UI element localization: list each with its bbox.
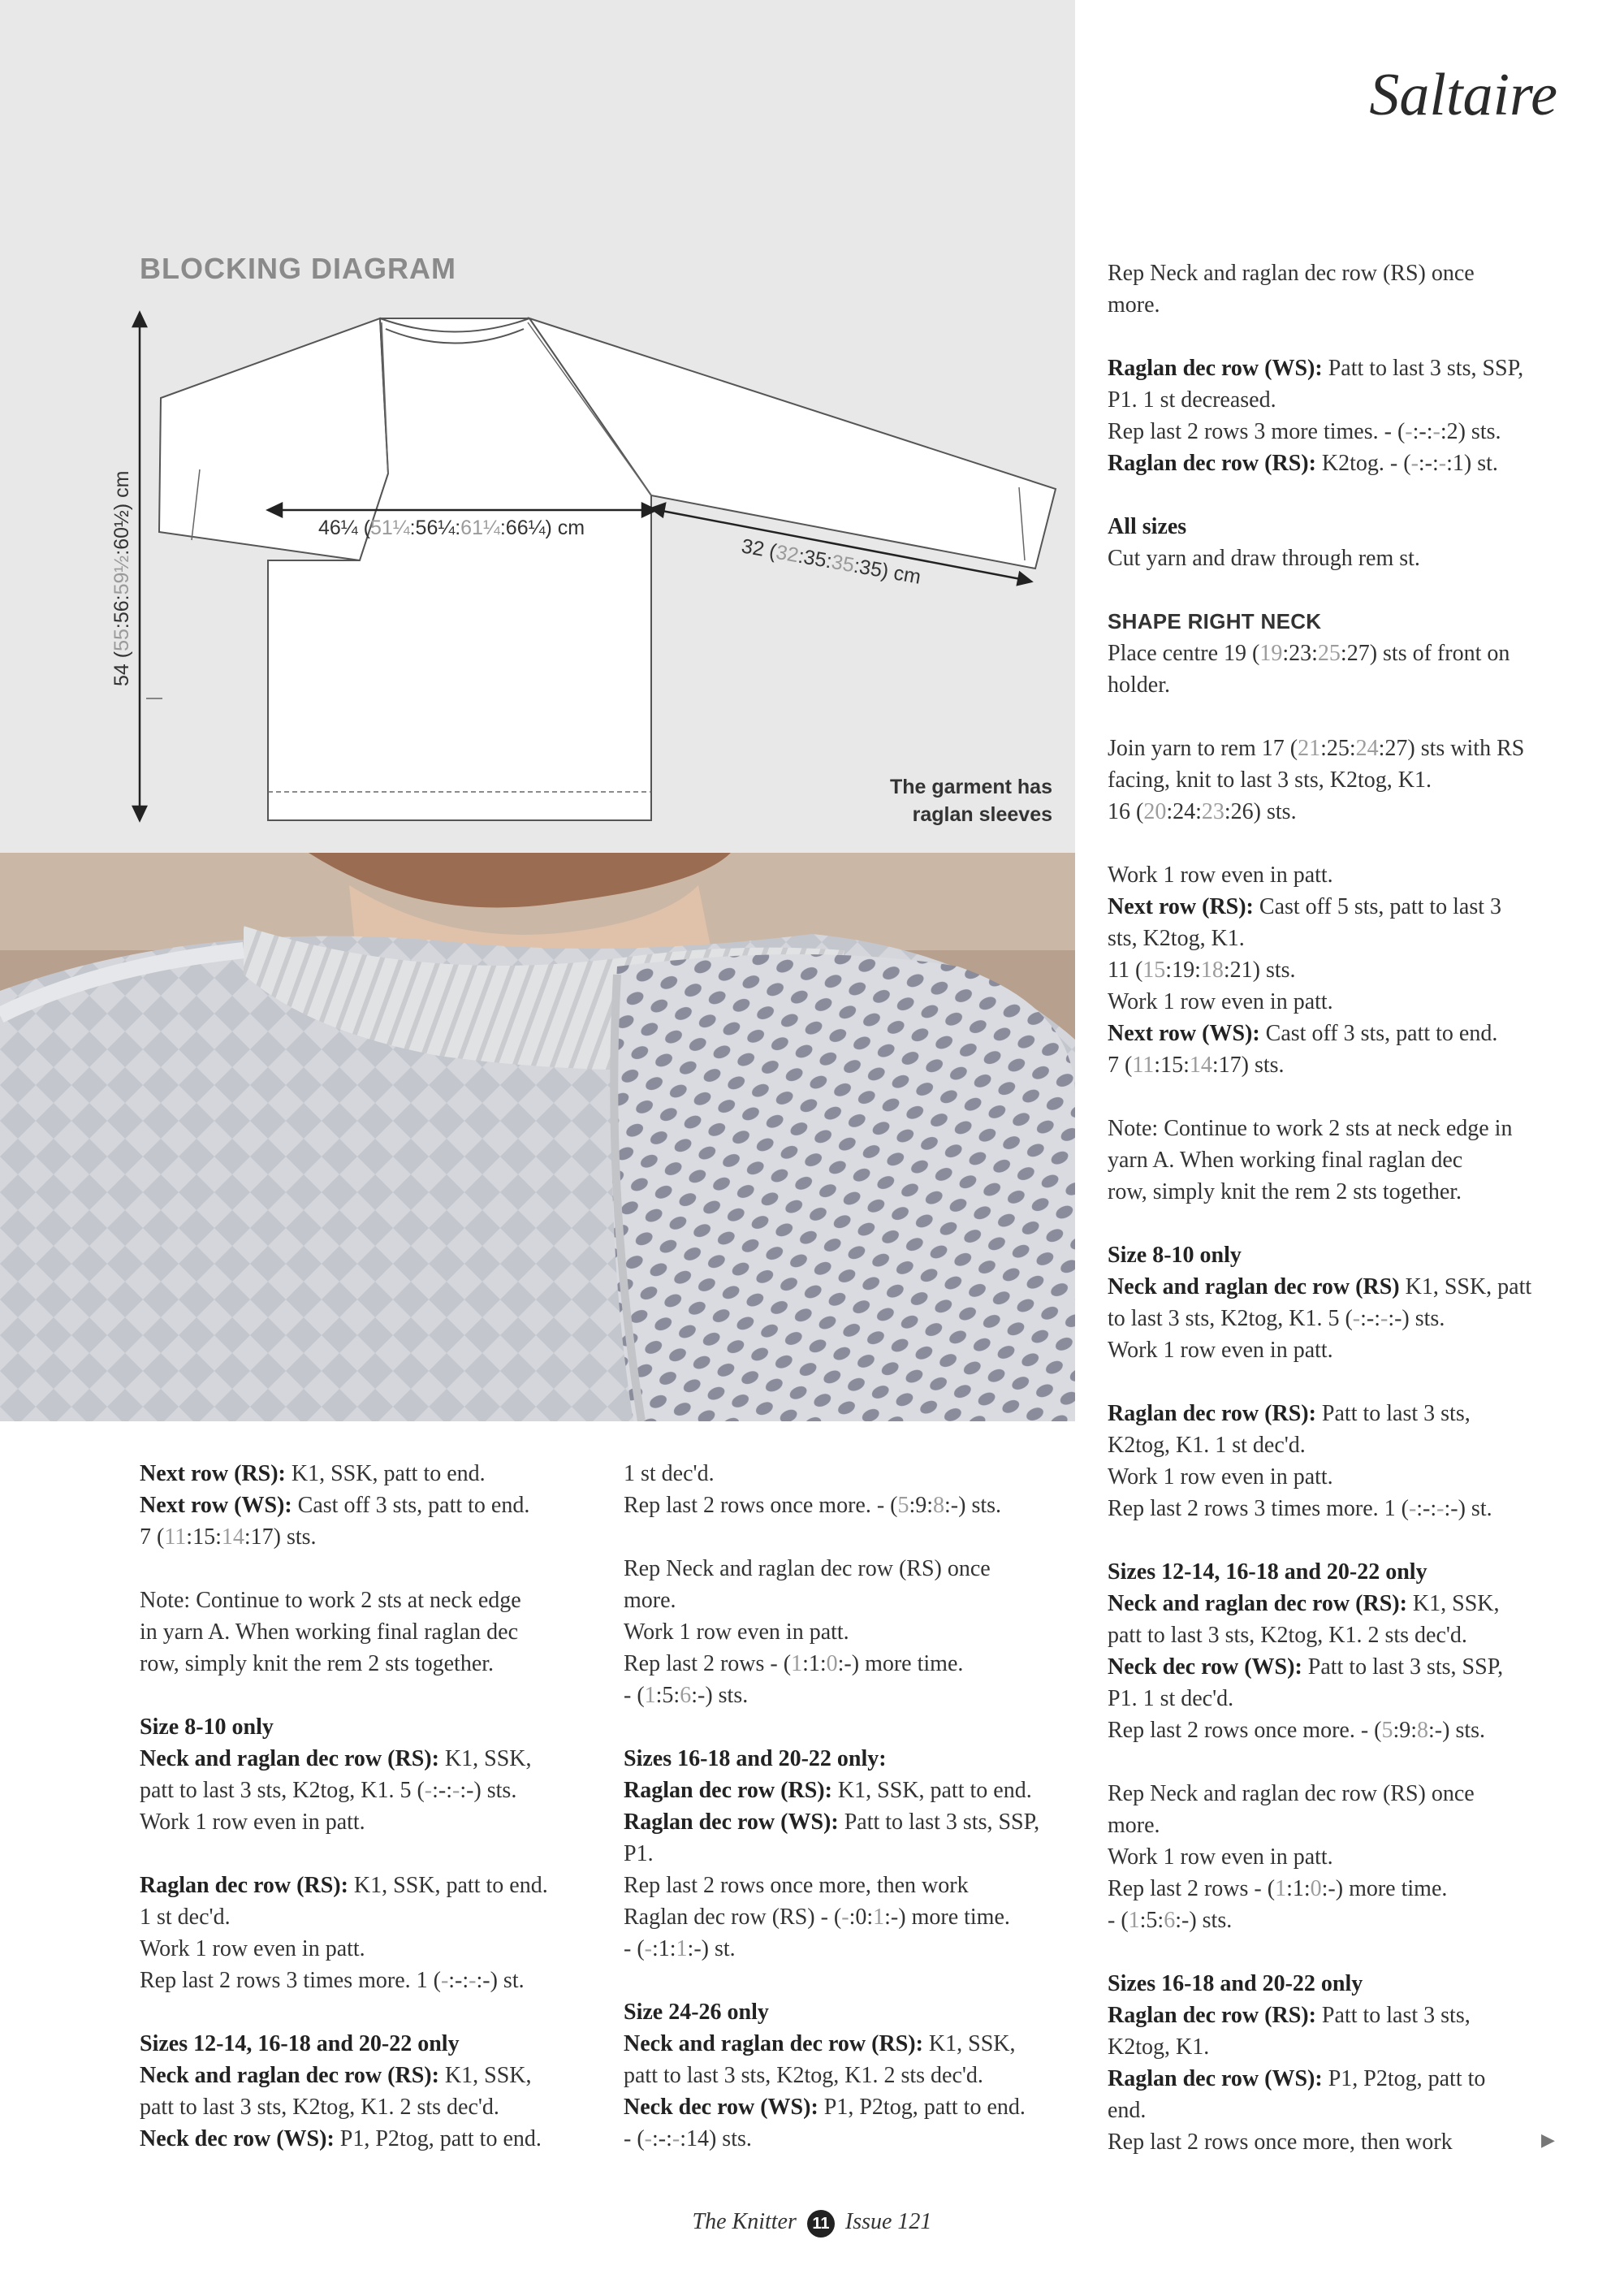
paragraph: Work 1 row even in patt. Next row (RS): Cast off 5 sts, patt to last 3 sts, K2tog, K1. 11 (15:19:18:21) sts. Work 1 row even in patt. Next row (WS): Cast off 3 sts, patt to end. 7 (11:15:14:17) sts. <box>1108 863 1502 1078</box>
note-paragraph: Note: Continue to work 2 sts at neck edge in yarn A. When working final raglan dec row, simply knit the rem 2 sts together. <box>140 1588 521 1676</box>
column-2 <box>624 1458 1078 2186</box>
sleeve-label: 32 (32:35:35:35) cm <box>739 534 923 589</box>
paragraph: Raglan dec row (RS): K1, SSK, patt to end. 1 st dec'd. Work 1 row even in patt. Rep last 2 rows 3 times more. 1 (-:-:-:-) st. <box>140 1873 548 1993</box>
paragraph: Size 8-10 only Neck and raglan dec row (RS): K1, SSK, patt to last 3 sts, K2tog, K1. 5 (-:-:-:-) sts. Work 1 row even in patt. <box>140 1714 532 1835</box>
magazine-name: The Knitter <box>692 2209 797 2234</box>
blocking-diagram <box>0 0 1075 853</box>
paragraph: Rep Neck and raglan dec row (RS) once more. Work 1 row even in patt. Rep last 2 rows - (1:1:0:-) more time. - (1:5:6:-) sts. <box>1108 1781 1475 1933</box>
continue-arrow-icon: ▶ <box>1541 2130 1555 2150</box>
diagram-title: BLOCKING DIAGRAM <box>140 252 456 285</box>
paragraph: All sizes Cut yarn and draw through rem st. <box>1108 514 1420 571</box>
paragraph: Rep Neck and raglan dec row (RS) once more. Work 1 row even in patt. Rep last 2 rows - (1:1:0:-) more time. - (1:5:6:-) sts. <box>624 1556 991 1708</box>
page-footer <box>0 2209 1624 2238</box>
paragraph: Next row (RS): K1, SSK, patt to end. Next row (WS): Cast off 3 sts, patt to end. 7 (11:15:14:17) sts. <box>140 1461 530 1550</box>
sweater-photo <box>0 853 1075 1421</box>
note-paragraph: Note: Continue to work 2 sts at neck edge in yarn A. When working final raglan dec row, simply knit the rem 2 sts together. <box>1108 1116 1513 1204</box>
paragraph: Size 24-26 only Neck and raglan dec row (RS): K1, SSK, patt to last 3 sts, K2tog, K1. 2 sts dec'd. Neck dec row (WS): P1, P2tog, patt to end. - (-:-:-:14) sts. <box>624 2000 1026 2151</box>
paragraph: 1 st dec'd. Rep last 2 rows once more. - (5:9:8:-) sts. <box>624 1461 1002 1518</box>
column-3: Rep Neck and raglan dec row (RS) once more. Raglan dec row (WS): Patt to last 3 sts, SSP, P1. 1 st decreased. Rep last 2 rows 3 more times. - (-:-:-:2) sts. Raglan dec row (RS): K2tog. - (-:-:-:1) st. All sizes Cut yarn and draw through rem st. SHAPE RIGHT NECK Place centre 19 (19:23:25:27) sts of front on holder. Join yarn to rem 17 (21:25:24:27) sts with RS facing, knit to last 3 sts, K2tog, K1. 16 (20:24:23:26) sts. Work 1 row even in patt. Next row (RS): Cast off 5 sts, patt to last 3 sts, K2tog, K1. 11 (15:19:18:21) sts. Work 1 row even in patt. Next row (WS): Cast off 3 sts, patt to end. 7 (11:15:14:17) sts. Note: Continue to work 2 sts at neck edge in yarn A. When working final raglan dec row, simply knit the rem 2 sts together. Size 8-10 only Neck and raglan dec row (RS) K1, SSK, patt to last 3 sts, K2tog, K1. 5 (-:-:-:-) sts. Work 1 row even in patt. Raglan dec row (RS): Patt to last 3 sts, K2tog, K1. 1 st dec'd. Work 1 row even in patt. Rep last 2 rows 3 times more. 1 (-:-:-:-) st. Sizes 12-14, 16-18 and 20-22 only Neck and raglan dec row (RS): K1, SSK, patt to last 3 sts, K2tog, K1. 2 sts dec'd. Neck dec row (WS): Patt to last 3 sts, SSP, P1. 1 st dec'd. Rep last 2 rows once more. - (5:9:8:-) sts. Rep Neck and raglan dec row (RS) once more. Work 1 row even in patt. Rep last 2 rows - (1:1:0:-) more time. - (1:5:6:-) sts. Sizes 16-18 and 20-22 only Raglan dec row (RS): Patt to last 3 sts, K2tog, K1. Raglan dec row (WS): P1, P2tog, patt to end. Rep last 2 rows once more, then work <box>1108 257 1570 2190</box>
paragraph: Sizes 16-18 and 20-22 only: Raglan dec row (RS): K1, SSK, patt to end. Raglan dec row (WS): Patt to last 3 sts, SSP, P1. Rep last 2 rows once more, then work Raglan dec row (RS) - (-:0:1:-) more time. - (-:1:1:-) st. <box>624 1746 1040 1961</box>
page-title: Saltaire <box>1369 62 1557 128</box>
issue-number: Issue 121 <box>844 2209 932 2234</box>
paragraph: Join yarn to rem 17 (21:25:24:27) sts with RS facing, knit to last 3 sts, K2tog, K1. 16 (20:24:23:26) sts. <box>1108 736 1525 824</box>
paragraph: Rep Neck and raglan dec row (RS) once more. <box>1108 261 1475 318</box>
paragraph: Sizes 12-14, 16-18 and 20-22 only Neck and raglan dec row (RS): K1, SSK, patt to last 3 sts, K2tog, K1. 2 sts dec'd. Neck dec row (WS): Patt to last 3 sts, SSP, P1. 1 st dec'd. Rep last 2 rows once more. - (5:9:8:-) sts. <box>1108 1559 1504 1743</box>
length-label: 54 (55:56:59½:60½) cm <box>110 470 133 686</box>
paragraph: Raglan dec row (RS): Patt to last 3 sts, K2tog, K1. 1 st dec'd. Work 1 row even in patt. Rep last 2 rows 3 times more. 1 (-:-:-:-) st. <box>1108 1401 1492 1521</box>
width-label: 46¼ (51¼:56¼:61¼:66¼) cm <box>318 517 585 539</box>
paragraph: Raglan dec row (WS): Patt to last 3 sts, SSP, P1. 1 st decreased. Rep last 2 rows 3 more times. - (-:-:-:2) sts. Raglan dec row (RS): K2tog. - (-:-:-:1) st. <box>1108 356 1524 476</box>
paragraph: Sizes 16-18 and 20-22 only Raglan dec row (RS): Patt to last 3 sts, K2tog, K1. Raglan dec row (WS): P1, P2tog, patt to end. Rep last 2 rows once more, then work <box>1108 1971 1486 2155</box>
garment-note: The garment has raglan sleeves <box>889 776 1052 826</box>
paragraph: Sizes 12-14, 16-18 and 20-22 only Neck and raglan dec row (RS): K1, SSK, patt to last 3 sts, K2tog, K1. 2 sts dec'd. Neck dec row (WS): P1, P2tog, patt to end. <box>140 2031 542 2151</box>
page-number: 11 <box>807 2210 835 2238</box>
column-1 <box>140 1458 594 2186</box>
paragraph: Size 8-10 only Neck and raglan dec row (RS) K1, SSK, patt to last 3 sts, K2tog, K1. 5 (-:-:-:-) sts. Work 1 row even in patt. <box>1108 1243 1532 1363</box>
section-heading: SHAPE RIGHT NECK <box>1108 609 1322 633</box>
